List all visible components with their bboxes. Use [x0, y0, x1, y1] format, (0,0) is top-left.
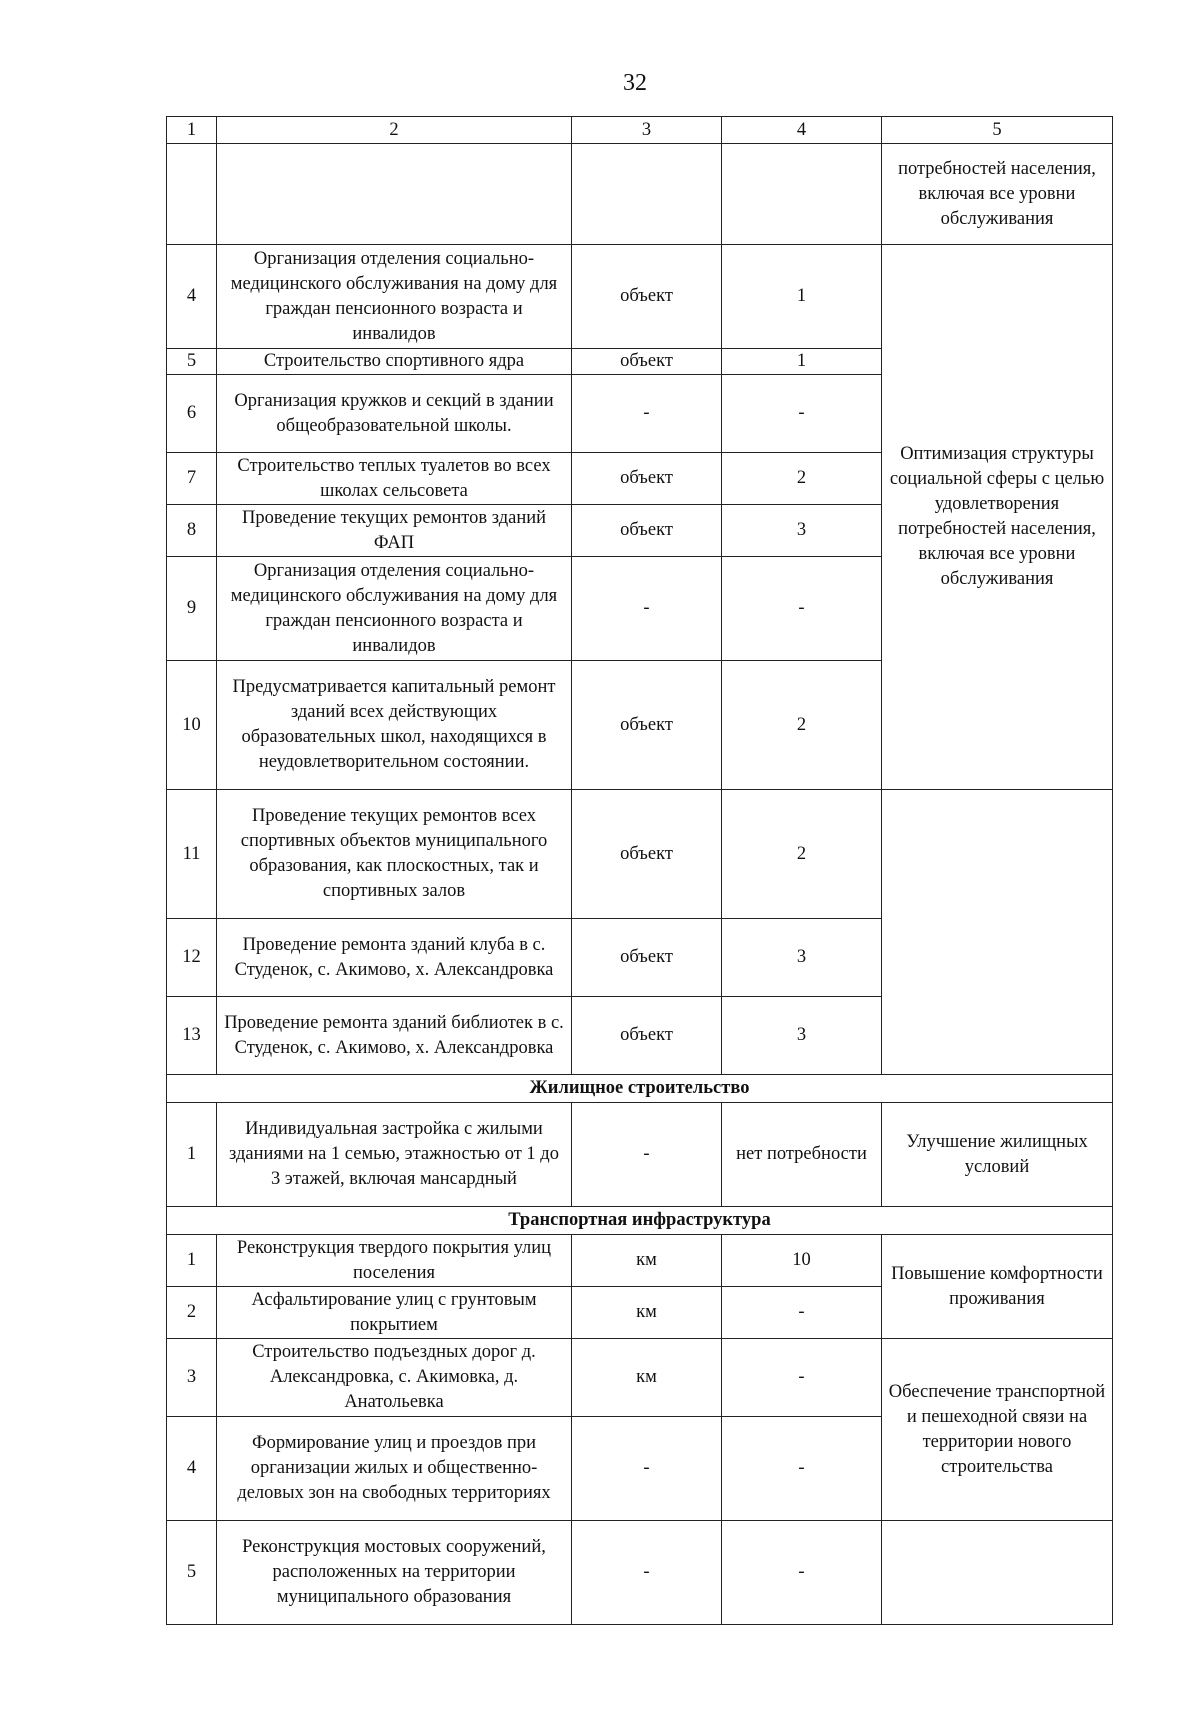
table-row: [167, 1339, 1113, 1417]
table-header-row: [167, 117, 1113, 144]
quantity-cell: 3: [722, 919, 882, 997]
measure-name: Проведение текущих ремонтов всех спортивных объектов муниципального образования, как плоскостных, так и спортивных залов: [217, 790, 572, 919]
row-number: 1: [167, 1235, 217, 1287]
row-number: 7: [167, 453, 217, 505]
header-cell: 2: [217, 117, 572, 144]
measure-name: Проведение ремонта зданий библиотек в с. Студенок, с. Акимово, х. Александровка: [217, 997, 572, 1075]
quantity-cell: -: [722, 1521, 882, 1625]
row-number: 8: [167, 505, 217, 557]
unit-cell: объект: [572, 919, 722, 997]
row-number: 3: [167, 1339, 217, 1417]
measure-name: Организация отделения социально-медицинского обслуживания на дому для граждан пенсионного возраста и инвалидов: [217, 557, 572, 661]
section-row: [167, 1207, 1113, 1235]
row-number: 10: [167, 661, 217, 790]
unit-cell: объект: [572, 349, 722, 375]
table-row: [167, 245, 1113, 349]
plan-table: [166, 116, 1113, 1625]
row-number: 5: [167, 349, 217, 375]
unit-cell: -: [572, 1417, 722, 1521]
header-cell: 1: [167, 117, 217, 144]
quantity-cell: -: [722, 557, 882, 661]
empty-goal-cell: [882, 1521, 1113, 1625]
unit-cell: -: [572, 557, 722, 661]
quantity-cell: 1: [722, 349, 882, 375]
unit-cell: объект: [572, 661, 722, 790]
section-row: [167, 1075, 1113, 1103]
goal-cell: Оптимизация структуры социальной сферы с целью удовлетворения потребностей населения, включая все уровни обслуживания: [882, 245, 1113, 790]
empty-goal-cell: [882, 790, 1113, 1075]
unit-cell: -: [572, 1103, 722, 1207]
measure-name: Реконструкция твердого покрытия улиц поселения: [217, 1235, 572, 1287]
header-cell: 3: [572, 117, 722, 144]
unit-cell: объект: [572, 453, 722, 505]
quantity-cell: -: [722, 375, 882, 453]
quantity-cell: 3: [722, 997, 882, 1075]
measure-name: Строительство подъездных дорог д. Александровка, с. Акимовка, д. Анатольевка: [217, 1339, 572, 1417]
unit-cell: объект: [572, 245, 722, 349]
row-number: 11: [167, 790, 217, 919]
measure-name: Формирование улиц и проездов при организации жилых и общественно-деловых зон на свободных территориях: [217, 1417, 572, 1521]
continuation-row: [167, 144, 1113, 245]
quantity-cell: -: [722, 1417, 882, 1521]
row-number: 12: [167, 919, 217, 997]
quantity-cell: 1: [722, 245, 882, 349]
row-number: 9: [167, 557, 217, 661]
section-title: Транспортная инфраструктура: [167, 1207, 1113, 1235]
quantity-cell: 2: [722, 453, 882, 505]
unit-cell: объект: [572, 505, 722, 557]
row-number: 13: [167, 997, 217, 1075]
row-number: 2: [167, 1287, 217, 1339]
goal-cell: Улучшение жилищных условий: [882, 1103, 1113, 1207]
goal-cell: потребностей населения, включая все уровни обслуживания: [882, 144, 1113, 245]
table-row: [167, 1103, 1113, 1207]
unit-cell: -: [572, 1521, 722, 1625]
goal-cell: Повышение комфортности проживания: [882, 1235, 1113, 1339]
measure-name: Проведение текущих ремонтов зданий ФАП: [217, 505, 572, 557]
unit-cell: объект: [572, 790, 722, 919]
row-number: 4: [167, 245, 217, 349]
unit-cell: км: [572, 1235, 722, 1287]
unit-cell: -: [572, 375, 722, 453]
unit-cell: объект: [572, 997, 722, 1075]
quantity-cell: -: [722, 1339, 882, 1417]
measure-name: Реконструкция мостовых сооружений, расположенных на территории муниципального образования: [217, 1521, 572, 1625]
unit-cell: км: [572, 1287, 722, 1339]
row-number: 5: [167, 1521, 217, 1625]
row-number: 6: [167, 375, 217, 453]
measure-name: Индивидуальная застройка с жилыми зданиями на 1 семью, этажностью от 1 до 3 этажей, включая мансардный: [217, 1103, 572, 1207]
quantity-cell: нет потребности: [722, 1103, 882, 1207]
table-row: [167, 1521, 1113, 1625]
unit-cell: км: [572, 1339, 722, 1417]
page-number: 32: [623, 70, 647, 96]
row-number: 1: [167, 1103, 217, 1207]
measure-name: Проведение ремонта зданий клуба в с. Студенок, с. Акимово, х. Александровка: [217, 919, 572, 997]
measure-name: Организация кружков и секций в здании общеобразовательной школы.: [217, 375, 572, 453]
table-row: [167, 1235, 1113, 1287]
section-title: Жилищное строительство: [167, 1075, 1113, 1103]
row-number: 4: [167, 1417, 217, 1521]
goal-cell: Обеспечение транспортной и пешеходной связи на территории нового строительства: [882, 1339, 1113, 1521]
quantity-cell: 10: [722, 1235, 882, 1287]
quantity-cell: 3: [722, 505, 882, 557]
quantity-cell: -: [722, 1287, 882, 1339]
header-cell: 4: [722, 117, 882, 144]
table-row: [167, 790, 1113, 919]
measure-name: Строительство спортивного ядра: [217, 349, 572, 375]
quantity-cell: 2: [722, 790, 882, 919]
measure-name: Предусматривается капитальный ремонт зданий всех действующих образовательных школ, находящихся в неудовлетворительном состоянии.: [217, 661, 572, 790]
quantity-cell: 2: [722, 661, 882, 790]
header-cell: 5: [882, 117, 1113, 144]
measure-name: Организация отделения социально-медицинского обслуживания на дому для граждан пенсионного возраста и инвалидов: [217, 245, 572, 349]
measure-name: Строительство теплых туалетов во всех школах сельсовета: [217, 453, 572, 505]
measure-name: Асфальтирование улиц с грунтовым покрытием: [217, 1287, 572, 1339]
